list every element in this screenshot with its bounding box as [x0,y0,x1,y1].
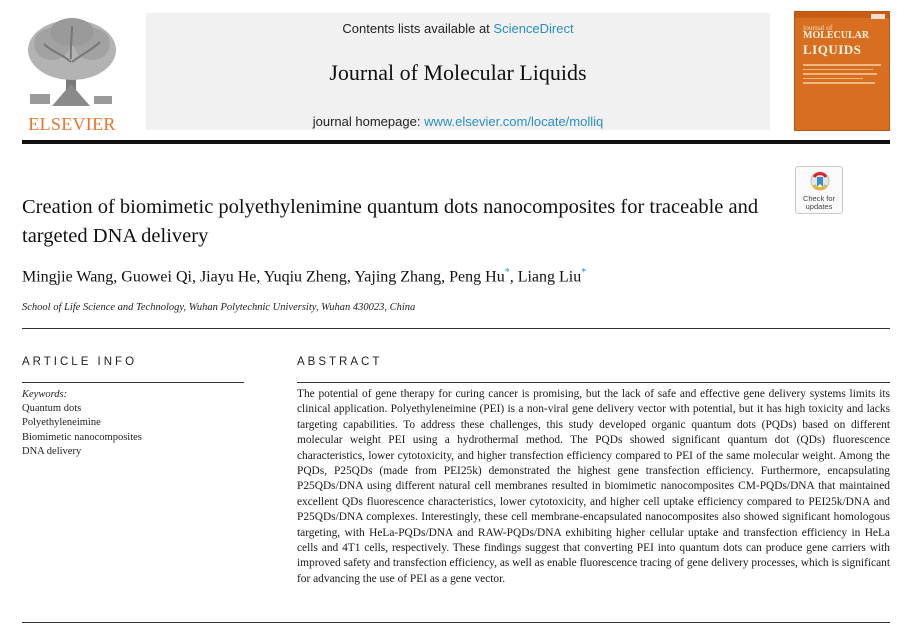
elsevier-tree-icon [22,14,122,112]
author-name[interactable]: Jiayu He [199,268,257,286]
homepage-line [146,114,770,129]
check-for-updates-label [796,195,842,211]
corresponding-author-mark[interactable]: * [581,267,587,278]
article-title: Creation of biomimetic polyethylenimine quantum dots nanocomposites for traceable and targeted DNA delivery [22,196,759,247]
author-name[interactable]: Yuqiu Zheng [263,268,347,286]
header-divider [22,140,890,144]
keyword-item: Quantum dots [22,403,82,414]
cover-title-line3: LIQUIDS [803,42,862,57]
author-name[interactable]: Mingjie Wang [22,268,114,286]
abstract-heading: ABSTRACT [297,356,383,368]
corresponding-author-mark[interactable]: * [504,267,510,278]
keyword-item: Polyethyleneimine [22,417,101,429]
title-divider [22,328,890,329]
keywords-label: Keywords: [22,389,68,400]
homepage-prefix: journal homepage: [312,114,425,129]
bottom-divider [22,622,890,623]
check-for-updates-button[interactable] [795,166,843,214]
cover-title-line2: MOLECULAR [803,30,870,41]
author-name[interactable]: Peng Hu [449,268,505,286]
article-info-heading: ARTICLE INFO [22,356,138,368]
cover-text-lines [803,64,881,87]
crossmark-icon [810,171,830,193]
contents-line [146,21,770,36]
abstract-text: The potential of gene therapy for curing cancer is promising, but the lack of safe and effective gene delivery systems limits its clinical application. Polyethyleneimine (PEI) is a non-viral gene delivery vector with potential, but it has high toxicity and lacks targeting capabilities. To address these challenges, this study developed organic quantum dots (PQDs) based on different molecular weight PEI using a hydrothermal method. The PQDs showed significant quantum dot (QDs) fluorescence characteristics, lower cytotoxicity, and higher transfection efficiency compared to PEI of the same molecular weight. Among the PQDs, P25QDs (made from PEI25k) demonstrated the highest gene transfection efficiency. Furthermore, encapsulating P25QDs/DNA using different natural cell membranes resulted in biomimetic nanocomposites CM-PQDs/DNA that maintained excellent QDs fluorescence characteristics, lower cytotoxicity, and higher cell uptake efficiency compared to PEI25k/DNA and P25QDs/DNA complexes. Interestingly, these cell membrane-encapsulated nanocomposites also showed significant homologous targeting, with HeLa-PQDs/DNA and RAW-PQDs/DNA exhibiting higher cellular uptake and transfection efficiency in HeLa cells and 4T1 cells, respectively. These findings suggest that converting PEI into quantum dots can produce gene carriers with improved safety and transfection efficiency, as well as enable fluorescence tracing of gene delivery processes, which is significant for advancing the use of PEI as a gene vector. [297,388,890,585]
author-list: Mingjie Wang, Guowei Qi, Jiayu He, Yuqiu Zheng, Yajing Zhang, Peng Hu*, Liang Liu* [22,267,587,286]
author-name[interactable]: Liang Liu [517,268,582,286]
journal-cover-thumbnail[interactable] [794,11,890,131]
journal-homepage-link[interactable]: www.elsevier.com/locate/molliq [424,114,604,129]
abstract-rule [297,382,890,383]
keyword-item: Biomimetic nanocomposites [22,431,142,443]
journal-header-panel [146,13,770,130]
journal-title: Journal of Molecular Liquids [329,60,587,85]
elsevier-logo[interactable] [22,14,122,134]
author-name[interactable]: Guowei Qi [121,268,192,286]
article-info-rule [22,382,244,383]
publisher-name: ELSEVIER [28,114,116,134]
author-name[interactable]: Yajing Zhang [354,268,442,286]
check-for-updates-line1: Check for [802,194,836,203]
keyword-item: DNA delivery [22,445,82,457]
affiliation: School of Life Science and Technology, Wuhan Polytechnic University, Wuhan 430023, China [22,302,416,313]
sciencedirect-link[interactable]: ScienceDirect [493,21,574,36]
keywords-list [22,402,142,459]
cover-logo-mark [871,14,885,19]
contents-prefix: Contents lists available at [342,21,494,36]
check-for-updates-line2: updates [805,202,833,211]
cover-title-line1: journal of [803,23,833,32]
